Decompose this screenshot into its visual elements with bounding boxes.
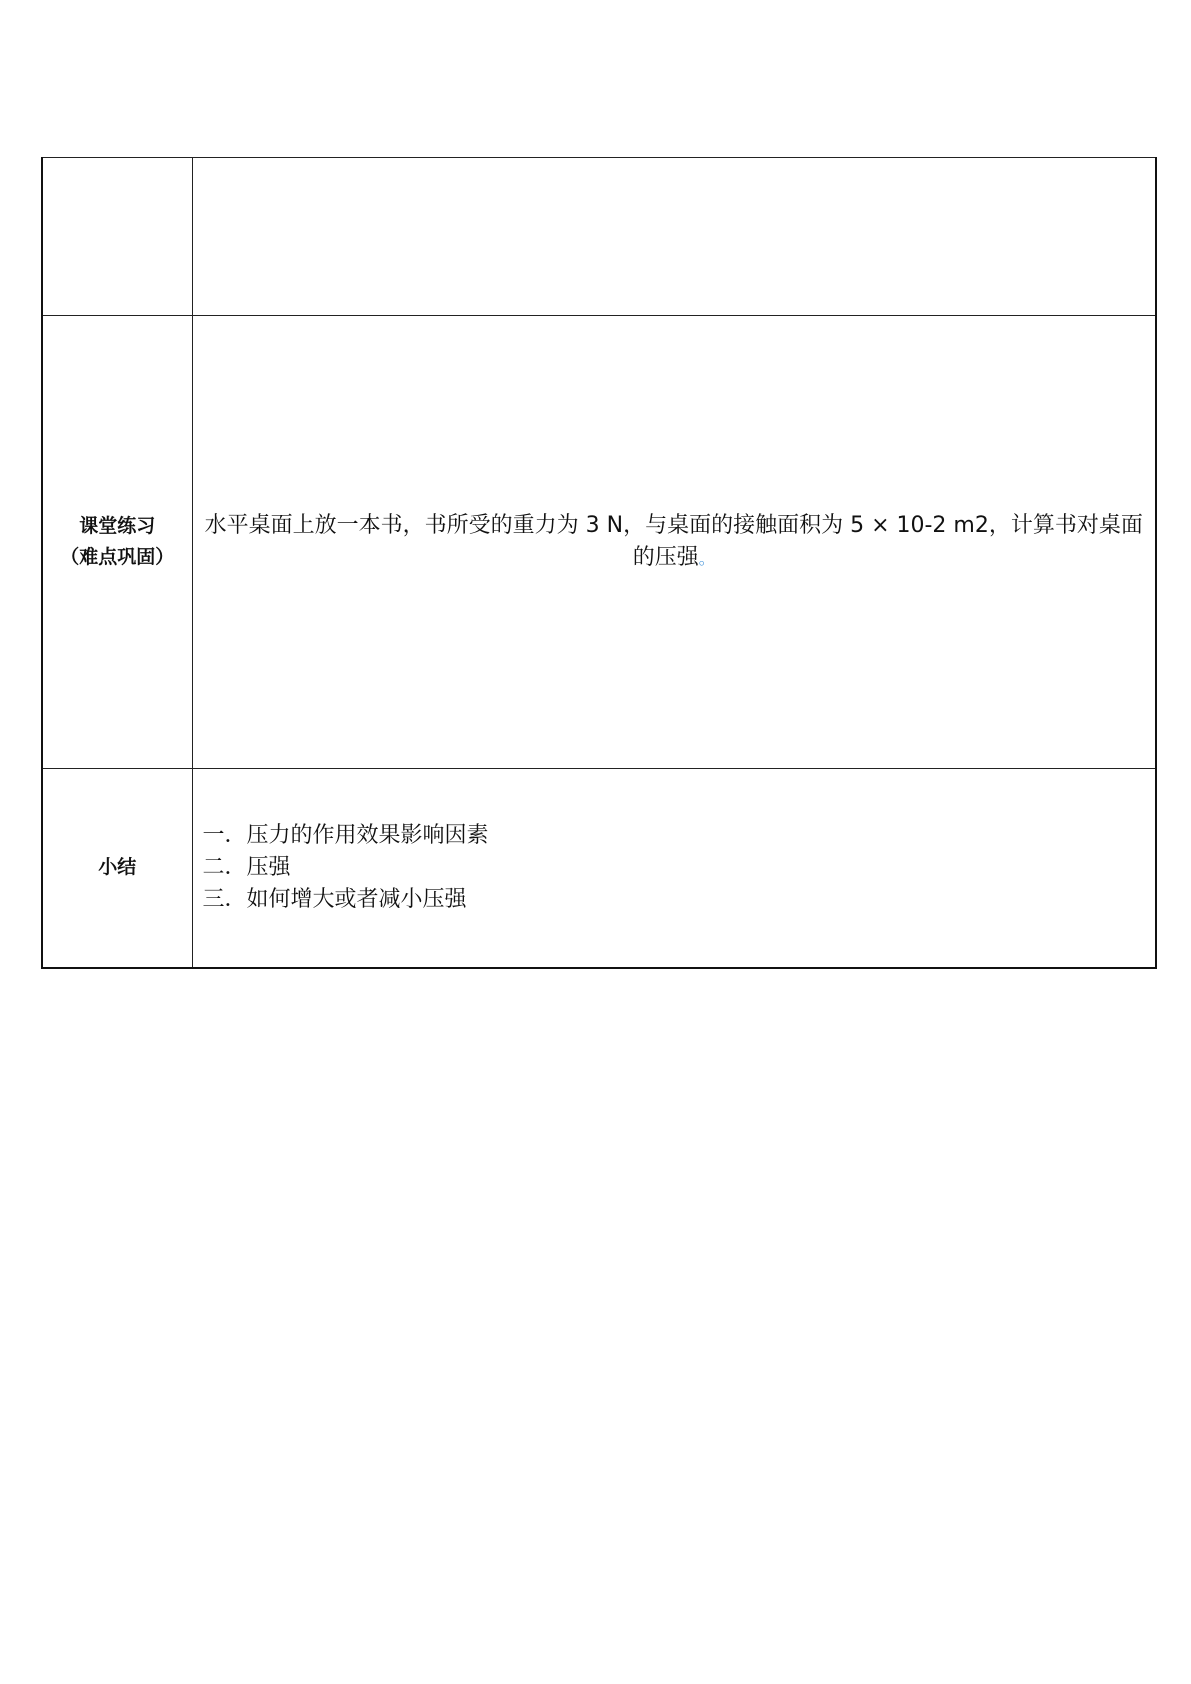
exercise-end-mark: 。 (698, 548, 715, 568)
empty-label-cell (42, 158, 192, 316)
exercise-label-cell (42, 316, 192, 769)
summary-item: 二．压强 (202, 854, 291, 880)
empty-content-cell (192, 158, 1156, 316)
summary-item: 三．如何增大或者减小压强 (202, 886, 467, 912)
summary-content-cell (192, 769, 1156, 968)
exercise-text: 水平桌面上放一本书，书所受的重力为 3 N，与桌面的接触面积为 5 × 10-2 m2，计算书对桌面的压强 (204, 512, 1143, 570)
exercise-content-cell (192, 316, 1156, 769)
table-row (42, 769, 1156, 968)
table-row (42, 316, 1156, 769)
exercise-label: 课堂练习 (79, 515, 156, 537)
summary-label-cell: 小结 (42, 769, 192, 968)
summary-item: 一．压力的作用效果影响因素 (202, 822, 489, 848)
table-row (42, 158, 1156, 316)
exercise-sublabel: （难点巩固） (60, 546, 175, 568)
lesson-table (41, 157, 1157, 969)
